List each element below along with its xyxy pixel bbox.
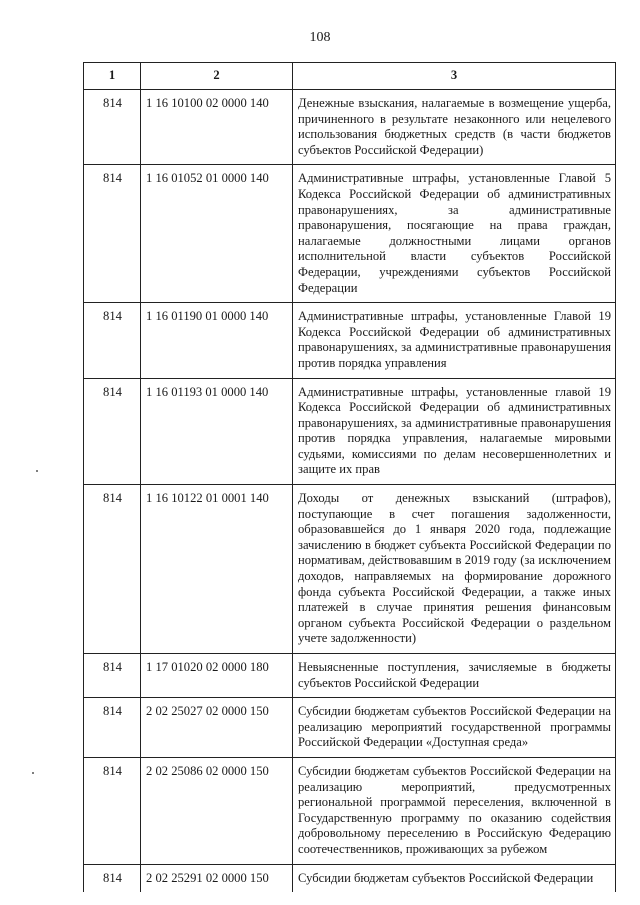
table-row [84, 654, 616, 698]
page-number: 108 [309, 30, 331, 45]
table-row [84, 90, 616, 165]
admin-code-cell: 814 [84, 864, 141, 892]
table-row [84, 757, 616, 864]
table-row [84, 378, 616, 485]
table-row [84, 698, 616, 758]
description-cell: Доходы от денежных взысканий (штрафов), поступающие в счет погашения задолженности, образовавшейся до 1 января 2020 года, подлежащие зачислению в бюджет субъекта Российской Федерации по нормативам, действовавшим в 2019 году (за исключением доходов, направляемых на формирование дорожного фонда субъекта Российской Федерации, а также иных платежей в случае принятия решения финансовым органом субъекта Российской Федерации о раздельном учете задолженности) [293, 485, 616, 654]
admin-code-cell: 814 [84, 378, 141, 485]
admin-code-cell: 814 [84, 698, 141, 758]
description-cell: Субсидии бюджетам субъектов Российской Федерации на реализацию мероприятий, предусмотренных региональной программой переселения, включенной в Государственную программу по оказанию содействия добровольному переселению в Российскую Федерацию соотечественников, проживающих за рубежом [293, 757, 616, 864]
scan-speck [32, 772, 34, 774]
table-row [84, 864, 616, 892]
table-row [84, 303, 616, 378]
budget-codes-table [83, 62, 616, 892]
budget-code-cell: 2 02 25086 02 0000 150 [141, 757, 293, 864]
budget-code-cell: 1 16 10122 01 0001 140 [141, 485, 293, 654]
admin-code-cell: 814 [84, 757, 141, 864]
column-header-2: 2 [141, 63, 293, 90]
column-header-3: 3 [293, 63, 616, 90]
table-row [84, 165, 616, 303]
table-header-row [84, 63, 616, 90]
admin-code-cell: 814 [84, 90, 141, 165]
description-cell: Административные штрафы, установленные Главой 5 Кодекса Российской Федерации об административных правонарушениях, за административные правонарушения, посягающие на права граждан, налагаемые должностными лицами органов исполнительной власти субъектов Российской Федерации, учреждениями субъектов Российской Федерации [293, 165, 616, 303]
description-cell: Денежные взыскания, налагаемые в возмещение ущерба, причиненного в результате незаконного или нецелевого использования бюджетных средств (в части бюджетов субъектов Российской Федерации) [293, 90, 616, 165]
budget-code-cell: 1 16 01190 01 0000 140 [141, 303, 293, 378]
budget-code-cell: 1 16 01193 01 0000 140 [141, 378, 293, 485]
admin-code-cell: 814 [84, 165, 141, 303]
table-row [84, 485, 616, 654]
budget-code-cell: 2 02 25291 02 0000 150 [141, 864, 293, 892]
budget-code-cell: 2 02 25027 02 0000 150 [141, 698, 293, 758]
description-cell: Субсидии бюджетам субъектов Российской Федерации на реализацию мероприятий государственной программы Российской Федерации «Доступная среда» [293, 698, 616, 758]
description-cell: Административные штрафы, установленные главой 19 Кодекса Российской Федерации об административных правонарушениях, за административные правонарушения против порядка управления, налагаемые мировыми судьями, комиссиями по делам несовершеннолетних и защите их прав [293, 378, 616, 485]
description-cell: Невыясненные поступления, зачисляемые в бюджеты субъектов Российской Федерации [293, 654, 616, 698]
description-cell: Административные штрафы, установленные Главой 19 Кодекса Российской Федерации об административных правонарушениях, за административные правонарушения против порядка управления [293, 303, 616, 378]
admin-code-cell: 814 [84, 303, 141, 378]
admin-code-cell: 814 [84, 654, 141, 698]
budget-code-cell: 1 16 01052 01 0000 140 [141, 165, 293, 303]
budget-code-cell: 1 16 10100 02 0000 140 [141, 90, 293, 165]
description-cell: Субсидии бюджетам субъектов Российской Федерации [293, 864, 616, 892]
column-header-1: 1 [84, 63, 141, 90]
admin-code-cell: 814 [84, 485, 141, 654]
scan-speck [36, 470, 38, 472]
budget-code-cell: 1 17 01020 02 0000 180 [141, 654, 293, 698]
